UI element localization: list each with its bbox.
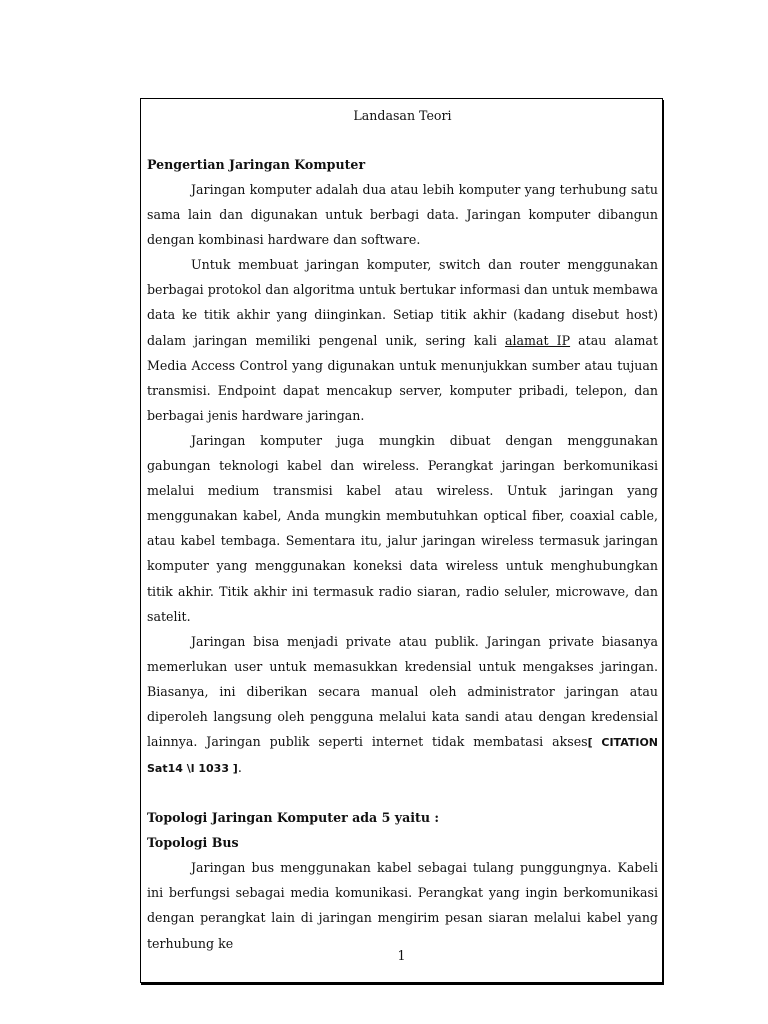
document-title: Landasan Teori — [353, 108, 452, 123]
citation-field: [ CITATION Sat14 \l 1033 ] — [147, 736, 659, 776]
paragraph-2 — [147, 252, 658, 428]
page-number: 1 — [397, 948, 406, 963]
paragraph-4-end: . — [237, 760, 242, 776]
document-page — [140, 98, 663, 983]
paragraph-3: Jaringan komputer juga mungkin dibuat dengan menggunakan gabungan teknologi kabel dan wireless. Perangkat jaringan berkomunikasi melalui medium transmisi kabel atau wireless. Untuk jaringan yang menggunakan kabel, Anda mungkin membutuhkan optical fiber, coaxial cable, atau kabel tembaga. Sementara itu, jalur jaringan wireless termasuk jaringan komputer yang menggunakan koneksi data wireless untuk menghubungkan titik akhir. Titik akhir ini termasuk radio siaran, radio seluler, microwave, dan satelit. — [147, 432, 658, 624]
paragraph-4-text: Jaringan bisa menjadi private atau publik. Jaringan private biasanya memerlukan user untuk memasukkan kredensial untuk mengakses jaringan. Biasanya, ini diberikan secara manual oleh administrator jaringan atau diperoleh langsung oleh pengguna melalui kata sandi atau dengan kredensial lainnya. Jaringan publik seperti internet tidak membatasi akses — [147, 633, 658, 750]
section-heading-topologi: Topologi Jaringan Komputer ada 5 yaitu : — [147, 810, 440, 826]
paragraph-4 — [147, 629, 658, 782]
paragraph-1: Jaringan komputer adalah dua atau lebih komputer yang terhubung satu sama lain dan digunakan untuk berbagi data. Jaringan komputer dibangun dengan kombinasi hardware dan software. — [147, 182, 658, 248]
blank-line — [147, 781, 658, 805]
paragraph-5: Jaringan bus menggunakan kabel sebagai tulang punggungnya. Kabeli ini berfungsi sebagai media komunikasi. Perangkat yang ingin berkomunikasi dengan perangkat lain di jaringan mengirim pesan siaran melalui kabel yang terhubung ke — [147, 860, 658, 951]
page-content — [147, 103, 658, 956]
ip-address-link[interactable]: alamat IP — [504, 332, 571, 348]
paragraph-2-text-a: Untuk membuat jaringan komputer, switch dan router menggunakan berbagai protokol dan algoritma untuk bertukar informasi dan untuk membawa data ke titik akhir yang diinginkan. Setiap titik akhir (kadang disebut host) dalam jaringan memiliki pengenal unik, sering kali — [147, 257, 658, 348]
subsection-heading-bus: Topologi Bus — [147, 835, 239, 851]
paragraph-2-text-b: atau alamat Media Access Control yang digunakan untuk menunjukkan sumber atau tujuan transmisi. Endpoint dapat mencakup server, komputer pribadi, telepon, dan berbagai jenis hardware jaringan. — [147, 332, 658, 423]
blank-line — [147, 128, 658, 152]
section-heading-pengertian: Pengertian Jaringan Komputer — [147, 157, 366, 172]
